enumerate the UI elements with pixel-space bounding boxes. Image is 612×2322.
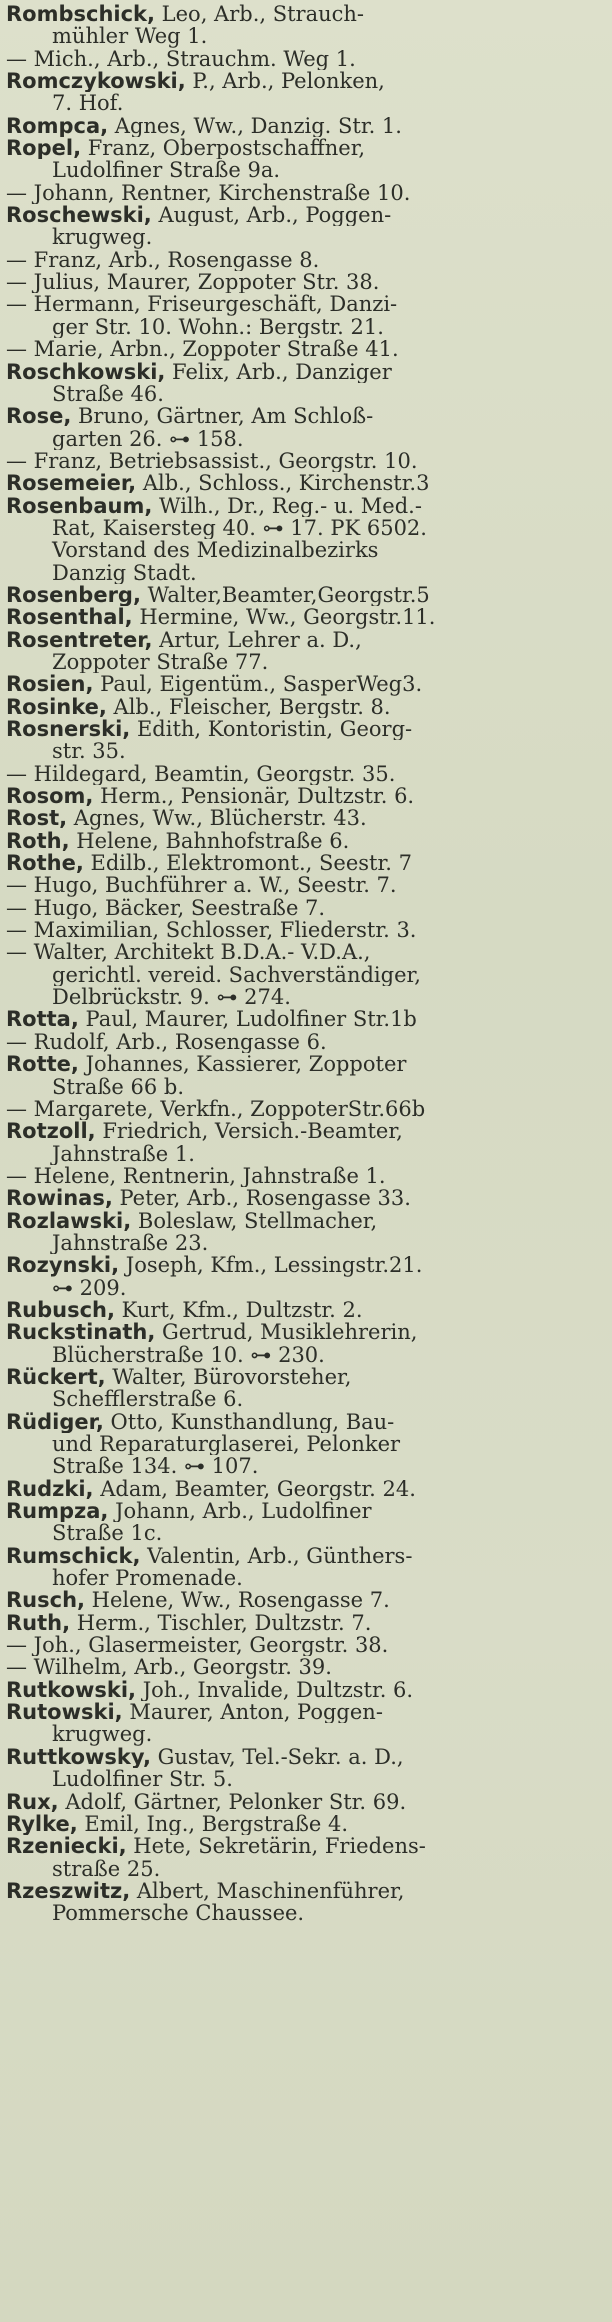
entry-details: — Hermann, Friseurgeschäft, Danzi-	[6, 293, 398, 316]
surname: Rosom,	[6, 785, 94, 808]
entry-details: — Franz, Arb., Rosengasse 8.	[6, 248, 320, 272]
entry-details: Pommersche Chaussee.	[52, 1902, 305, 1925]
entry-continuation-line	[6, 1344, 604, 1366]
entry-details: und Reparaturglaserei, Pelonker	[52, 1433, 401, 1456]
entry-line	[6, 137, 604, 159]
entry-details: — Marie, Arbn., Zoppoter Straße 41.	[6, 338, 399, 361]
surname: Rubusch,	[6, 1298, 115, 1322]
surname: Rotta,	[6, 1008, 79, 1031]
entry-continuation-line	[6, 1723, 604, 1745]
entry-line	[6, 919, 604, 941]
entry-line	[6, 472, 604, 494]
entry-details: Edith, Kontoristin, Georg-	[130, 718, 413, 741]
entry-continuation-line	[6, 1143, 604, 1165]
entry-details: Paul, Eigentüm., SasperWeg3.	[93, 673, 423, 696]
surname: Rosentreter,	[6, 628, 153, 651]
entry-details: Delbrückstr. 9. ⊶ 274.	[52, 986, 291, 1009]
entry-line	[6, 1210, 604, 1232]
entry-details: Emil, Ing., Bergstraße 4.	[77, 1812, 349, 1836]
entry-line	[6, 204, 604, 226]
entry-line	[6, 1366, 604, 1388]
entry-details: Adolf, Gärtner, Pelonker Str. 69.	[58, 1790, 407, 1813]
entry-details: Kurt, Kfm., Dultzstr. 2.	[114, 1298, 363, 1322]
surname: Rotte,	[6, 1053, 79, 1076]
entry-details: Peter, Arb., Rosengasse 33.	[112, 1187, 411, 1210]
entry-details: — Helene, Rentnerin, Jahnstraße 1.	[6, 1164, 386, 1188]
entry-line	[6, 1165, 604, 1187]
surname: Romczykowski,	[6, 70, 186, 93]
entry-continuation-line	[6, 1076, 604, 1098]
entry-continuation-line	[6, 1522, 604, 1544]
entry-details: Walter,Beamter,Georgstr.5	[140, 583, 430, 607]
surname: Roth,	[6, 829, 70, 853]
entry-details: — Wilhelm, Arb., Georgstr. 39.	[6, 1656, 332, 1679]
surname: Rosinke,	[6, 695, 107, 718]
entry-line	[6, 718, 604, 740]
entry-line	[6, 1098, 604, 1120]
entry-details: Straße 1c.	[52, 1522, 163, 1545]
surname: Rotzoll,	[6, 1120, 96, 1143]
entry-line	[6, 852, 604, 874]
entry-details: Straße 134. ⊶ 107.	[52, 1455, 259, 1478]
entry-details: — Hugo, Buchführer a. W., Seestr. 7.	[6, 874, 397, 897]
surname: Roschewski,	[6, 204, 152, 227]
entry-continuation-line	[6, 226, 604, 248]
surname: Rüdiger,	[6, 1410, 104, 1433]
entry-continuation-line	[6, 964, 604, 986]
entry-details: Herm., Pensionär, Dultzstr. 6.	[93, 785, 415, 808]
entry-line	[6, 941, 604, 963]
entry-line	[6, 1545, 604, 1567]
surname: Rowinas,	[6, 1187, 113, 1210]
entry-details: krugweg.	[52, 226, 153, 249]
entry-line	[6, 830, 604, 852]
entry-details: — Franz, Betriebsassist., Georgstr. 10.	[6, 449, 418, 473]
entry-line	[6, 763, 604, 785]
entry-continuation-line	[6, 1277, 604, 1299]
surname: Rothe,	[6, 852, 84, 875]
entry-continuation-line	[6, 25, 604, 47]
entry-details: — Rudolf, Arb., Rosengasse 6.	[6, 1030, 327, 1054]
surname: Rzeszwitz,	[6, 1879, 131, 1903]
entry-line	[6, 629, 604, 651]
surname: Rozynski,	[6, 1254, 120, 1277]
entry-details: Hete, Sekretärin, Friedens-	[126, 1835, 426, 1858]
surname: Rosnerski,	[6, 718, 131, 741]
entry-details: Ludolfiner Str. 5.	[52, 1768, 233, 1791]
entry-details: straße 25.	[52, 1857, 161, 1880]
entry-continuation-line	[6, 1388, 604, 1410]
entry-line	[6, 338, 604, 360]
entry-details: Gertrud, Musiklehrerin,	[155, 1321, 418, 1344]
entry-details: Rat, Kaisersteg 40. ⊶ 17. PK 6502.	[52, 516, 427, 540]
entry-details: Herm., Tischler, Dultzstr. 7.	[70, 1611, 372, 1635]
entry-details: Schefflerstraße 6.	[52, 1388, 244, 1411]
entry-continuation-line	[6, 92, 604, 114]
surname: Ruth,	[6, 1611, 71, 1635]
entry-line	[6, 249, 604, 271]
entry-details: August, Arb., Poggen-	[151, 204, 392, 227]
entry-continuation-line	[6, 1858, 604, 1880]
entry-line	[6, 115, 604, 137]
entry-line	[6, 495, 604, 517]
entry-details: Ludolfiner Straße 9a.	[52, 159, 281, 182]
surname: Rost,	[6, 807, 68, 830]
entry-line	[6, 1478, 604, 1500]
entry-continuation-line	[6, 740, 604, 762]
entry-line	[6, 1835, 604, 1857]
entry-line	[6, 1321, 604, 1343]
entry-continuation-line	[6, 651, 604, 673]
surname: Rutowski,	[6, 1701, 123, 1724]
entry-details: hofer Promenade.	[52, 1567, 243, 1590]
entry-details: mühler Weg 1.	[52, 25, 208, 48]
entry-line	[6, 1634, 604, 1656]
entry-details: — Maximilian, Schlosser, Fliederstr. 3.	[6, 919, 417, 942]
surname: Ruttkowsky,	[6, 1745, 151, 1769]
entry-details: Zoppoter Straße 77.	[52, 650, 269, 674]
entry-line	[6, 1656, 604, 1678]
entry-details: Jahnstraße 23.	[52, 1231, 209, 1255]
entry-continuation-line	[6, 159, 604, 181]
entry-continuation-line	[6, 517, 604, 539]
entry-details: Johann, Arb., Ludolfiner	[108, 1500, 372, 1523]
entry-details: Paul, Maurer, Ludolfiner Str.1b	[78, 1008, 417, 1031]
surname: Ropel,	[6, 137, 82, 160]
entry-details: krugweg.	[52, 1723, 153, 1746]
entry-details: Hermine, Ww., Georgstr.11.	[132, 606, 436, 629]
entry-line	[6, 450, 604, 472]
entry-details: Franz, Oberpostschaffner,	[81, 137, 366, 160]
entry-details: Jahnstraße 1.	[52, 1142, 195, 1165]
entry-details: Otto, Kunsthandlung, Bau-	[103, 1410, 395, 1433]
entry-details: Valentin, Arb., Günthers-	[140, 1544, 413, 1568]
entry-line	[6, 696, 604, 718]
entry-details: Alb., Schloss., Kirchenstr.3	[136, 472, 430, 495]
surname: Rumpza,	[6, 1500, 109, 1523]
entry-details: Adam, Beamter, Georgstr. 24.	[93, 1477, 416, 1501]
entry-line	[6, 1299, 604, 1321]
entry-details: garten 26. ⊶ 158.	[52, 427, 244, 450]
entry-details: — Walter, Architekt B.D.A.- V.D.A.,	[6, 941, 371, 964]
entry-details: Alb., Fleischer, Bergstr. 8.	[106, 695, 391, 718]
entry-details: Wilh., Dr., Reg.- u. Med.-	[152, 494, 422, 517]
surname: Rosien,	[6, 673, 94, 696]
entry-continuation-line	[6, 1567, 604, 1589]
entry-continuation-line	[6, 1768, 604, 1790]
entry-details: Edilb., Elektromont., Seestr. 7	[83, 852, 412, 875]
entry-continuation-line	[6, 562, 604, 584]
entry-line	[6, 1254, 604, 1276]
entry-continuation-line	[6, 316, 604, 338]
entry-details: Boleslaw, Stellmacher,	[131, 1209, 378, 1232]
entry-details: — Hildegard, Beamtin, Georgstr. 35.	[6, 762, 396, 786]
entry-line	[6, 1411, 604, 1433]
surname: Roschkowski,	[6, 360, 166, 383]
entry-line	[6, 1880, 604, 1902]
entry-line	[6, 1746, 604, 1768]
entry-line	[6, 606, 604, 628]
entry-details: ger Str. 10. Wohn.: Bergstr. 21.	[52, 315, 384, 339]
entry-details: Gustav, Tel.-Sekr. a. D.,	[150, 1745, 404, 1769]
entry-line	[6, 70, 604, 92]
entry-details: str. 35.	[52, 740, 126, 763]
surname: Rombschick,	[6, 3, 155, 26]
entry-line	[6, 1120, 604, 1142]
entry-details: Joseph, Kfm., Lessingstr.21.	[119, 1254, 423, 1277]
entry-details: Bruno, Gärtner, Am Schloß-	[71, 405, 374, 428]
entry-continuation-line	[6, 1902, 604, 1924]
surname: Rose,	[6, 405, 72, 428]
entry-line	[6, 874, 604, 896]
entry-details: — Johann, Rentner, Kirchenstraße 10.	[6, 181, 411, 205]
entry-details: Helene, Ww., Rosengasse 7.	[85, 1589, 390, 1612]
entry-details: Agnes, Ww., Blücherstr. 43.	[67, 807, 367, 830]
entry-details: gerichtl. vereid. Sachverständiger,	[52, 963, 421, 987]
entry-details: Helene, Bahnhofstraße 6.	[69, 829, 350, 853]
entry-continuation-line	[6, 1433, 604, 1455]
surname: Rosenberg,	[6, 583, 141, 607]
entry-details: — Joh., Glasermeister, Georgstr. 38.	[6, 1634, 389, 1657]
surname: Rzeniecki,	[6, 1835, 127, 1858]
entry-details: — Julius, Maurer, Zoppoter Str. 38.	[6, 271, 380, 294]
surname: Rosemeier,	[6, 472, 137, 495]
entry-details: P., Arb., Pelonken,	[185, 70, 385, 93]
entry-line	[6, 3, 604, 25]
surname: Rückert,	[6, 1365, 106, 1389]
entry-continuation-line	[6, 986, 604, 1008]
entry-continuation-line	[6, 383, 604, 405]
entry-line	[6, 584, 604, 606]
entry-details: Maurer, Anton, Poggen-	[122, 1701, 383, 1724]
surname: Rylke,	[6, 1812, 78, 1836]
entry-details: Straße 66 b.	[52, 1075, 185, 1098]
entry-line	[6, 1500, 604, 1522]
entry-continuation-line	[6, 428, 604, 450]
entry-line	[6, 1008, 604, 1030]
entry-continuation-line	[6, 1232, 604, 1254]
surname: Rumschick,	[6, 1544, 141, 1568]
entry-details: Friedrich, Versich.-Beamter,	[95, 1120, 403, 1143]
entry-details: — Margarete, Verkfn., ZoppoterStr.66b	[6, 1097, 426, 1121]
entry-details: Vorstand des Medizinalbezirks	[52, 539, 379, 562]
address-directory-column	[6, 3, 604, 1925]
surname: Rosenthal,	[6, 606, 133, 629]
surname: Rusch,	[6, 1589, 85, 1612]
entry-line	[6, 405, 604, 427]
entry-details: Joh., Invalide, Dultzstr. 6.	[136, 1678, 414, 1702]
entry-details: Blücherstraße 10. ⊶ 230.	[52, 1343, 325, 1366]
entry-details: ⊶ 209.	[52, 1276, 127, 1299]
entry-line	[6, 807, 604, 829]
entry-details: Walter, Bürovorsteher,	[105, 1365, 352, 1389]
entry-details: Straße 46.	[52, 382, 164, 406]
surname: Ruckstinath,	[6, 1321, 156, 1344]
entry-line	[6, 1589, 604, 1611]
entry-line	[6, 1031, 604, 1053]
entry-line	[6, 1791, 604, 1813]
entry-line	[6, 673, 604, 695]
entry-details: Felix, Arb., Danziger	[165, 360, 392, 383]
entry-line	[6, 1679, 604, 1701]
entry-details: — Mich., Arb., Strauchm. Weg 1.	[6, 47, 356, 71]
entry-details: Agnes, Ww., Danzig. Str. 1.	[108, 114, 402, 138]
entry-line	[6, 361, 604, 383]
entry-line	[6, 1701, 604, 1723]
entry-continuation-line	[6, 539, 604, 561]
entry-details: — Hugo, Bäcker, Seestraße 7.	[6, 896, 326, 920]
entry-details: Leo, Arb., Strauch-	[155, 3, 365, 26]
entry-line	[6, 293, 604, 315]
entry-details: Artur, Lehrer a. D.,	[152, 628, 362, 651]
entry-details: Albert, Maschinenführer,	[130, 1879, 405, 1903]
entry-line	[6, 1053, 604, 1075]
entry-details: Danzig Stadt.	[52, 561, 197, 584]
surname: Rudzki,	[6, 1477, 94, 1501]
entry-line	[6, 182, 604, 204]
surname: Rompca,	[6, 114, 109, 138]
entry-details: Johannes, Kassierer, Zoppoter	[78, 1053, 407, 1076]
entry-line	[6, 1813, 604, 1835]
surname: Rux,	[6, 1790, 59, 1813]
entry-line	[6, 271, 604, 293]
entry-continuation-line	[6, 1455, 604, 1477]
entry-line	[6, 1187, 604, 1209]
entry-line	[6, 1612, 604, 1634]
entry-details: 7. Hof.	[52, 92, 124, 115]
entry-line	[6, 785, 604, 807]
surname: Rosenbaum,	[6, 494, 153, 517]
entry-line	[6, 48, 604, 70]
surname: Rutkowski,	[6, 1678, 137, 1702]
surname: Rozlawski,	[6, 1209, 132, 1232]
entry-line	[6, 897, 604, 919]
